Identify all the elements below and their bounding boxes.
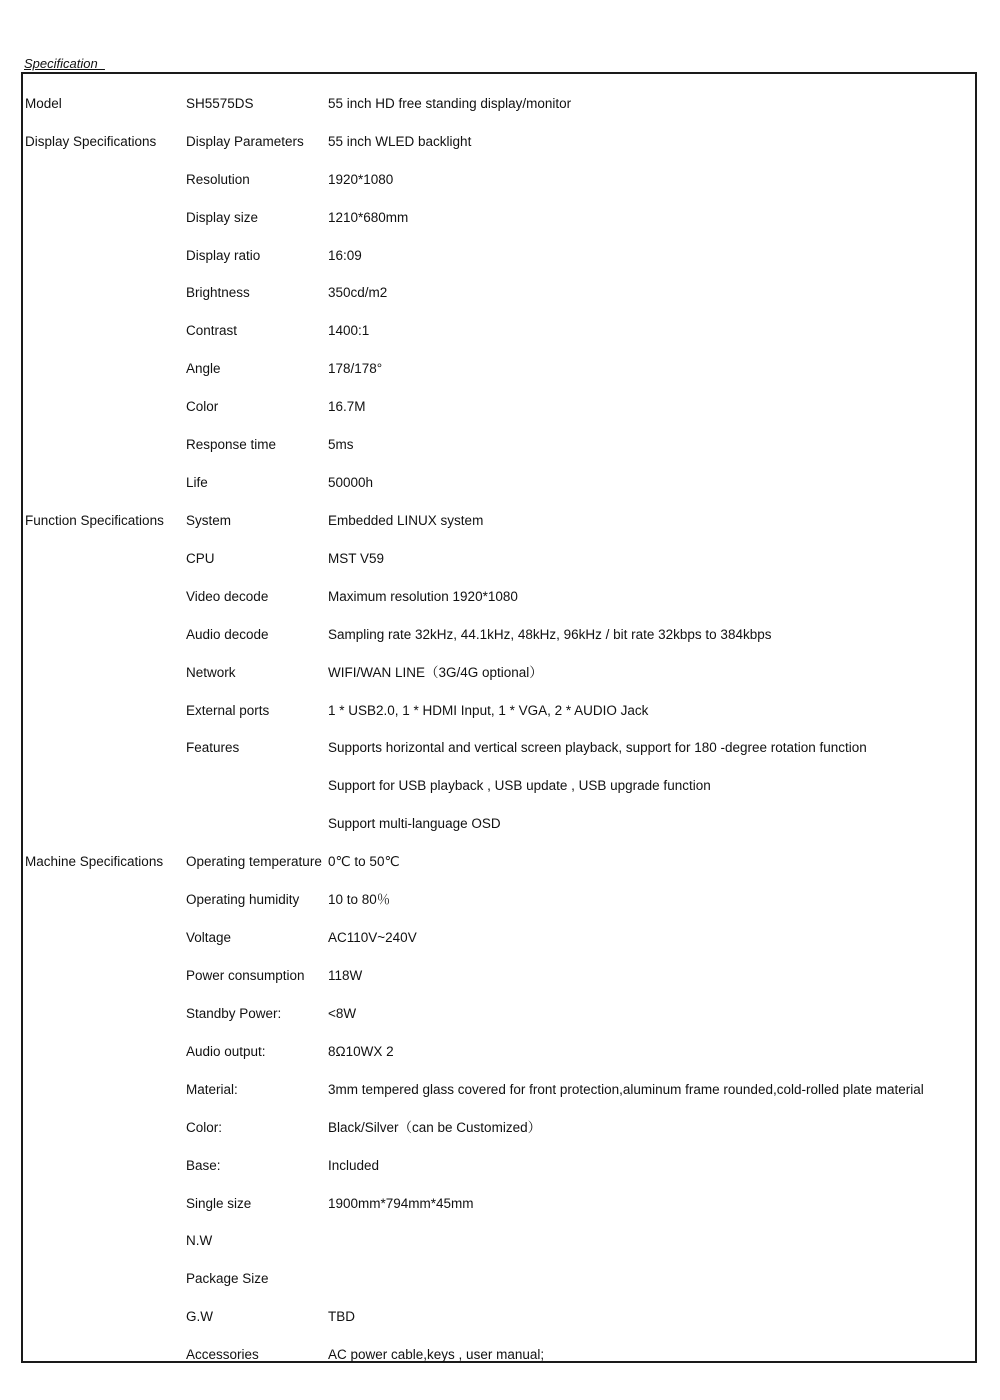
value-cell: WIFI/WAN LINE（3G/4G optional）	[328, 665, 543, 680]
value-cell: 50000h	[328, 475, 374, 490]
param-cell: N.W	[186, 1233, 213, 1248]
section-cell	[25, 616, 180, 654]
param-cell: G.W	[186, 1309, 213, 1324]
value-cell: AC110V~240V	[328, 930, 417, 945]
table-row	[23, 1109, 975, 1147]
table-row	[23, 578, 975, 616]
section-cell	[25, 805, 180, 843]
value-cell: 10 to 80％	[328, 892, 391, 907]
value-cell: 350cd/m2	[328, 285, 388, 300]
table-row	[23, 843, 975, 881]
section-cell	[25, 1071, 180, 1109]
value-cell: 8Ω10WX 2	[328, 1044, 394, 1059]
value-cell: 178/178°	[328, 361, 383, 376]
param-cell: Video decode	[186, 589, 269, 604]
value-cell: Embedded LINUX system	[328, 513, 484, 528]
section-cell	[25, 1185, 180, 1223]
value-cell: 1210*680mm	[328, 210, 409, 225]
param-cell: System	[186, 513, 232, 528]
param-cell: Audio decode	[186, 627, 269, 642]
param-cell: Contrast	[186, 323, 238, 338]
param-cell: Material:	[186, 1082, 238, 1097]
param-cell: Operating temperature	[186, 854, 322, 869]
table-row	[23, 692, 975, 730]
value-cell: 1920*1080	[328, 172, 394, 187]
section-cell	[25, 957, 180, 995]
section-cell	[25, 464, 180, 502]
table-row	[23, 350, 975, 388]
section-cell	[25, 1147, 180, 1185]
param-cell: Operating humidity	[186, 892, 300, 907]
table-row	[23, 805, 975, 843]
param-cell: Display Parameters	[186, 134, 304, 149]
value-cell	[328, 1260, 978, 1298]
value-cell: 55 inch HD free standing display/monitor	[328, 96, 572, 111]
param-cell: Color	[186, 399, 219, 414]
value-cell: 1 * USB2.0, 1 * HDMI Input, 1 * VGA, 2 * AUDIO Jack	[328, 703, 649, 718]
table-row	[23, 161, 975, 199]
table-row	[23, 1033, 975, 1071]
section-cell	[25, 350, 180, 388]
value-cell: Support multi-language OSD	[328, 816, 501, 831]
section-cell	[25, 1260, 180, 1298]
value-cell: 3mm tempered glass covered for front protection,aluminum frame rounded,cold-rolled plate material	[328, 1082, 924, 1097]
table-row	[23, 540, 975, 578]
value-cell: 1900mm*794mm*45mm	[328, 1196, 474, 1211]
section-cell	[25, 1298, 180, 1336]
table-row	[23, 767, 975, 805]
param-cell: Power consumption	[186, 968, 305, 983]
value-cell	[328, 1222, 978, 1260]
value-cell: Supports horizontal and vertical screen playback, support for 180 -degree rotation function	[328, 740, 867, 755]
table-row	[23, 464, 975, 502]
param-cell: Audio output:	[186, 1044, 266, 1059]
table-row	[23, 237, 975, 275]
section-cell: Display Specifications	[25, 134, 157, 149]
value-cell: TBD	[328, 1309, 355, 1324]
table-row	[23, 616, 975, 654]
value-cell: 5ms	[328, 437, 354, 452]
table-row	[23, 123, 975, 161]
value-cell: Black/Silver（can be Customized）	[328, 1120, 542, 1135]
section-cell	[25, 161, 180, 199]
section-cell: Machine Specifications	[25, 854, 164, 869]
param-cell: Single size	[186, 1196, 252, 1211]
section-cell	[25, 312, 180, 350]
table-row	[23, 1222, 975, 1260]
param-cell: Standby Power:	[186, 1006, 282, 1021]
section-cell	[25, 919, 180, 957]
param-cell: Display size	[186, 210, 259, 225]
section-cell	[25, 578, 180, 616]
value-cell: MST V59	[328, 551, 385, 566]
section-cell	[25, 729, 180, 767]
section-cell	[25, 426, 180, 464]
table-row	[23, 502, 975, 540]
table-row	[23, 919, 975, 957]
table-row	[23, 881, 975, 919]
table-row	[23, 1260, 975, 1298]
section-cell: Model	[25, 96, 62, 111]
value-cell: <8W	[328, 1006, 357, 1021]
param-cell: Life	[186, 475, 208, 490]
table-row	[23, 729, 975, 767]
param-cell: Base:	[186, 1158, 221, 1173]
section-cell	[25, 654, 180, 692]
table-row	[23, 995, 975, 1033]
section-cell	[25, 995, 180, 1033]
param-cell: Brightness	[186, 285, 250, 300]
table-row	[23, 1298, 975, 1336]
value-cell: AC power cable,keys , user manual;	[328, 1347, 545, 1362]
value-cell: 0℃ to 50℃	[328, 854, 400, 869]
param-cell: Display ratio	[186, 248, 261, 263]
table-row	[23, 957, 975, 995]
param-cell: Voltage	[186, 930, 232, 945]
table-row	[23, 274, 975, 312]
table-row	[23, 1336, 975, 1374]
section-cell: Function Specifications	[25, 513, 164, 528]
section-cell	[25, 692, 180, 730]
table-row	[23, 426, 975, 464]
param-cell: CPU	[186, 551, 215, 566]
section-cell	[25, 540, 180, 578]
section-cell	[25, 274, 180, 312]
section-cell	[25, 1336, 180, 1374]
section-cell	[25, 767, 180, 805]
section-cell	[25, 388, 180, 426]
param-cell: Angle	[186, 361, 221, 376]
section-cell	[25, 199, 180, 237]
specification-heading: Specification	[24, 56, 105, 71]
param-cell: Network	[186, 665, 236, 680]
table-row	[23, 1147, 975, 1185]
value-cell: Support for USB playback , USB update , USB upgrade function	[328, 778, 711, 793]
section-cell	[25, 881, 180, 919]
param-cell: Color:	[186, 1120, 223, 1135]
table-row	[23, 199, 975, 237]
table-row	[23, 1185, 975, 1223]
table-row	[23, 85, 975, 123]
param-cell: Response time	[186, 437, 277, 452]
param-cell: Package Size	[186, 1271, 269, 1286]
param-cell: Resolution	[186, 172, 250, 187]
value-cell: 1400:1	[328, 323, 370, 338]
section-cell	[25, 1033, 180, 1071]
value-cell: 16.7M	[328, 399, 366, 414]
value-cell: Sampling rate 32kHz, 44.1kHz, 48kHz, 96kHz / bit rate 32kbps to 384kbps	[328, 627, 772, 642]
param-cell: Features	[186, 740, 240, 755]
param-cell: SH5575DS	[186, 96, 254, 111]
section-cell	[25, 1109, 180, 1147]
value-cell: Included	[328, 1158, 380, 1173]
param-cell	[186, 805, 324, 843]
param-cell: External ports	[186, 703, 270, 718]
table-row	[23, 654, 975, 692]
table-row	[23, 388, 975, 426]
table-row	[23, 1071, 975, 1109]
value-cell: 16:09	[328, 248, 362, 263]
value-cell: 118W	[328, 968, 363, 983]
param-cell: Accessories	[186, 1347, 259, 1362]
section-cell	[25, 237, 180, 275]
table-row	[23, 312, 975, 350]
value-cell: Maximum resolution 1920*1080	[328, 589, 518, 604]
value-cell: 55 inch WLED backlight	[328, 134, 472, 149]
param-cell	[186, 767, 324, 805]
spec-table	[21, 72, 977, 1363]
section-cell	[25, 1222, 180, 1260]
